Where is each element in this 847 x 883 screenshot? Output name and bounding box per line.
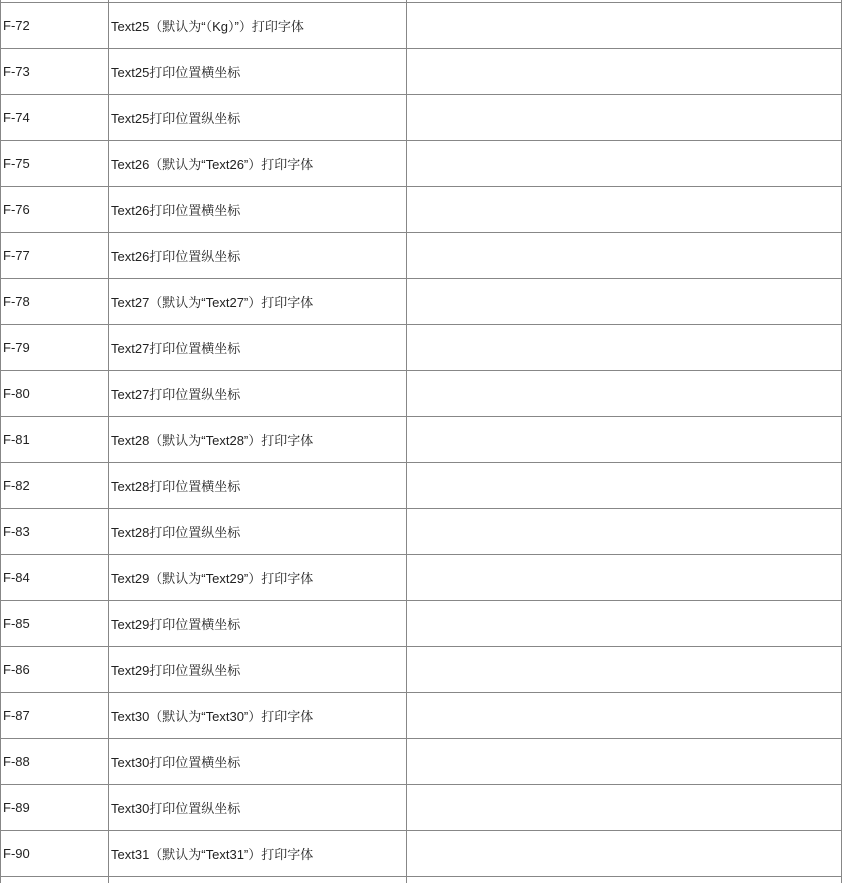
row-note-cell bbox=[407, 325, 842, 371]
row-note-cell bbox=[407, 509, 842, 555]
row-description-cell: Text29（默认为“Text29”）打印字体 bbox=[109, 555, 407, 601]
row-note-cell bbox=[407, 371, 842, 417]
row-id-cell: F-85 bbox=[1, 601, 109, 647]
table-row bbox=[1, 601, 842, 647]
row-description-cell: Text28打印位置横坐标 bbox=[109, 463, 407, 509]
table-row bbox=[1, 693, 842, 739]
row-id-cell: F-77 bbox=[1, 233, 109, 279]
row-note-cell bbox=[407, 279, 842, 325]
table-row bbox=[1, 325, 842, 371]
table-row bbox=[1, 417, 842, 463]
row-id-cell: F-87 bbox=[1, 693, 109, 739]
row-note-cell bbox=[407, 831, 842, 877]
row-description-cell: Text28打印位置纵坐标 bbox=[109, 509, 407, 555]
row-note-cell bbox=[407, 49, 842, 95]
row-id-cell: F-81 bbox=[1, 417, 109, 463]
row-note-cell bbox=[407, 417, 842, 463]
table-row bbox=[1, 463, 842, 509]
partial-cell bbox=[407, 877, 842, 883]
table-row bbox=[1, 279, 842, 325]
table-row bbox=[1, 739, 842, 785]
table-row bbox=[1, 49, 842, 95]
row-description-cell: Text27打印位置横坐标 bbox=[109, 325, 407, 371]
table-row bbox=[1, 95, 842, 141]
row-id-cell: F-75 bbox=[1, 141, 109, 187]
table-row bbox=[1, 233, 842, 279]
table-row bbox=[1, 187, 842, 233]
row-id-cell: F-88 bbox=[1, 739, 109, 785]
table-row bbox=[1, 831, 842, 877]
row-note-cell bbox=[407, 647, 842, 693]
row-id-cell: F-74 bbox=[1, 95, 109, 141]
table-row bbox=[1, 141, 842, 187]
row-id-cell: F-83 bbox=[1, 509, 109, 555]
table-row bbox=[1, 371, 842, 417]
row-description-cell: Text27（默认为“Text27”）打印字体 bbox=[109, 279, 407, 325]
row-id-cell: F-72 bbox=[1, 3, 109, 49]
row-id-cell: F-82 bbox=[1, 463, 109, 509]
partial-row-bottom bbox=[1, 877, 842, 883]
row-description-cell: Text25打印位置纵坐标 bbox=[109, 95, 407, 141]
row-note-cell bbox=[407, 141, 842, 187]
row-description-cell: Text29打印位置纵坐标 bbox=[109, 647, 407, 693]
row-note-cell bbox=[407, 463, 842, 509]
row-note-cell bbox=[407, 187, 842, 233]
table-row bbox=[1, 785, 842, 831]
row-note-cell bbox=[407, 601, 842, 647]
row-description-cell: Text26打印位置纵坐标 bbox=[109, 233, 407, 279]
row-id-cell: F-80 bbox=[1, 371, 109, 417]
row-id-cell: F-90 bbox=[1, 831, 109, 877]
row-description-cell: Text26（默认为“Text26”）打印字体 bbox=[109, 141, 407, 187]
table-row bbox=[1, 647, 842, 693]
fields-table-body bbox=[1, 0, 842, 883]
row-description-cell: Text30（默认为“Text30”）打印字体 bbox=[109, 693, 407, 739]
partial-cell bbox=[109, 877, 407, 883]
row-id-cell: F-89 bbox=[1, 785, 109, 831]
row-description-cell: Text31（默认为“Text31”）打印字体 bbox=[109, 831, 407, 877]
row-note-cell bbox=[407, 95, 842, 141]
row-id-cell: F-76 bbox=[1, 187, 109, 233]
row-note-cell bbox=[407, 233, 842, 279]
row-note-cell bbox=[407, 739, 842, 785]
row-description-cell: Text27打印位置纵坐标 bbox=[109, 371, 407, 417]
table-row bbox=[1, 509, 842, 555]
row-description-cell: Text25（默认为“（Kg）”）打印字体 bbox=[109, 3, 407, 49]
row-description-cell: Text26打印位置横坐标 bbox=[109, 187, 407, 233]
row-note-cell bbox=[407, 3, 842, 49]
row-description-cell: Text30打印位置纵坐标 bbox=[109, 785, 407, 831]
row-id-cell: F-78 bbox=[1, 279, 109, 325]
row-id-cell: F-73 bbox=[1, 49, 109, 95]
row-description-cell: Text28（默认为“Text28”）打印字体 bbox=[109, 417, 407, 463]
row-id-cell: F-79 bbox=[1, 325, 109, 371]
row-note-cell bbox=[407, 785, 842, 831]
row-description-cell: Text29打印位置横坐标 bbox=[109, 601, 407, 647]
table-row bbox=[1, 555, 842, 601]
row-description-cell: Text25打印位置横坐标 bbox=[109, 49, 407, 95]
partial-cell bbox=[1, 877, 109, 883]
row-note-cell bbox=[407, 693, 842, 739]
row-description-cell: Text30打印位置横坐标 bbox=[109, 739, 407, 785]
row-note-cell bbox=[407, 555, 842, 601]
row-id-cell: F-84 bbox=[1, 555, 109, 601]
table-row bbox=[1, 3, 842, 49]
row-id-cell: F-86 bbox=[1, 647, 109, 693]
